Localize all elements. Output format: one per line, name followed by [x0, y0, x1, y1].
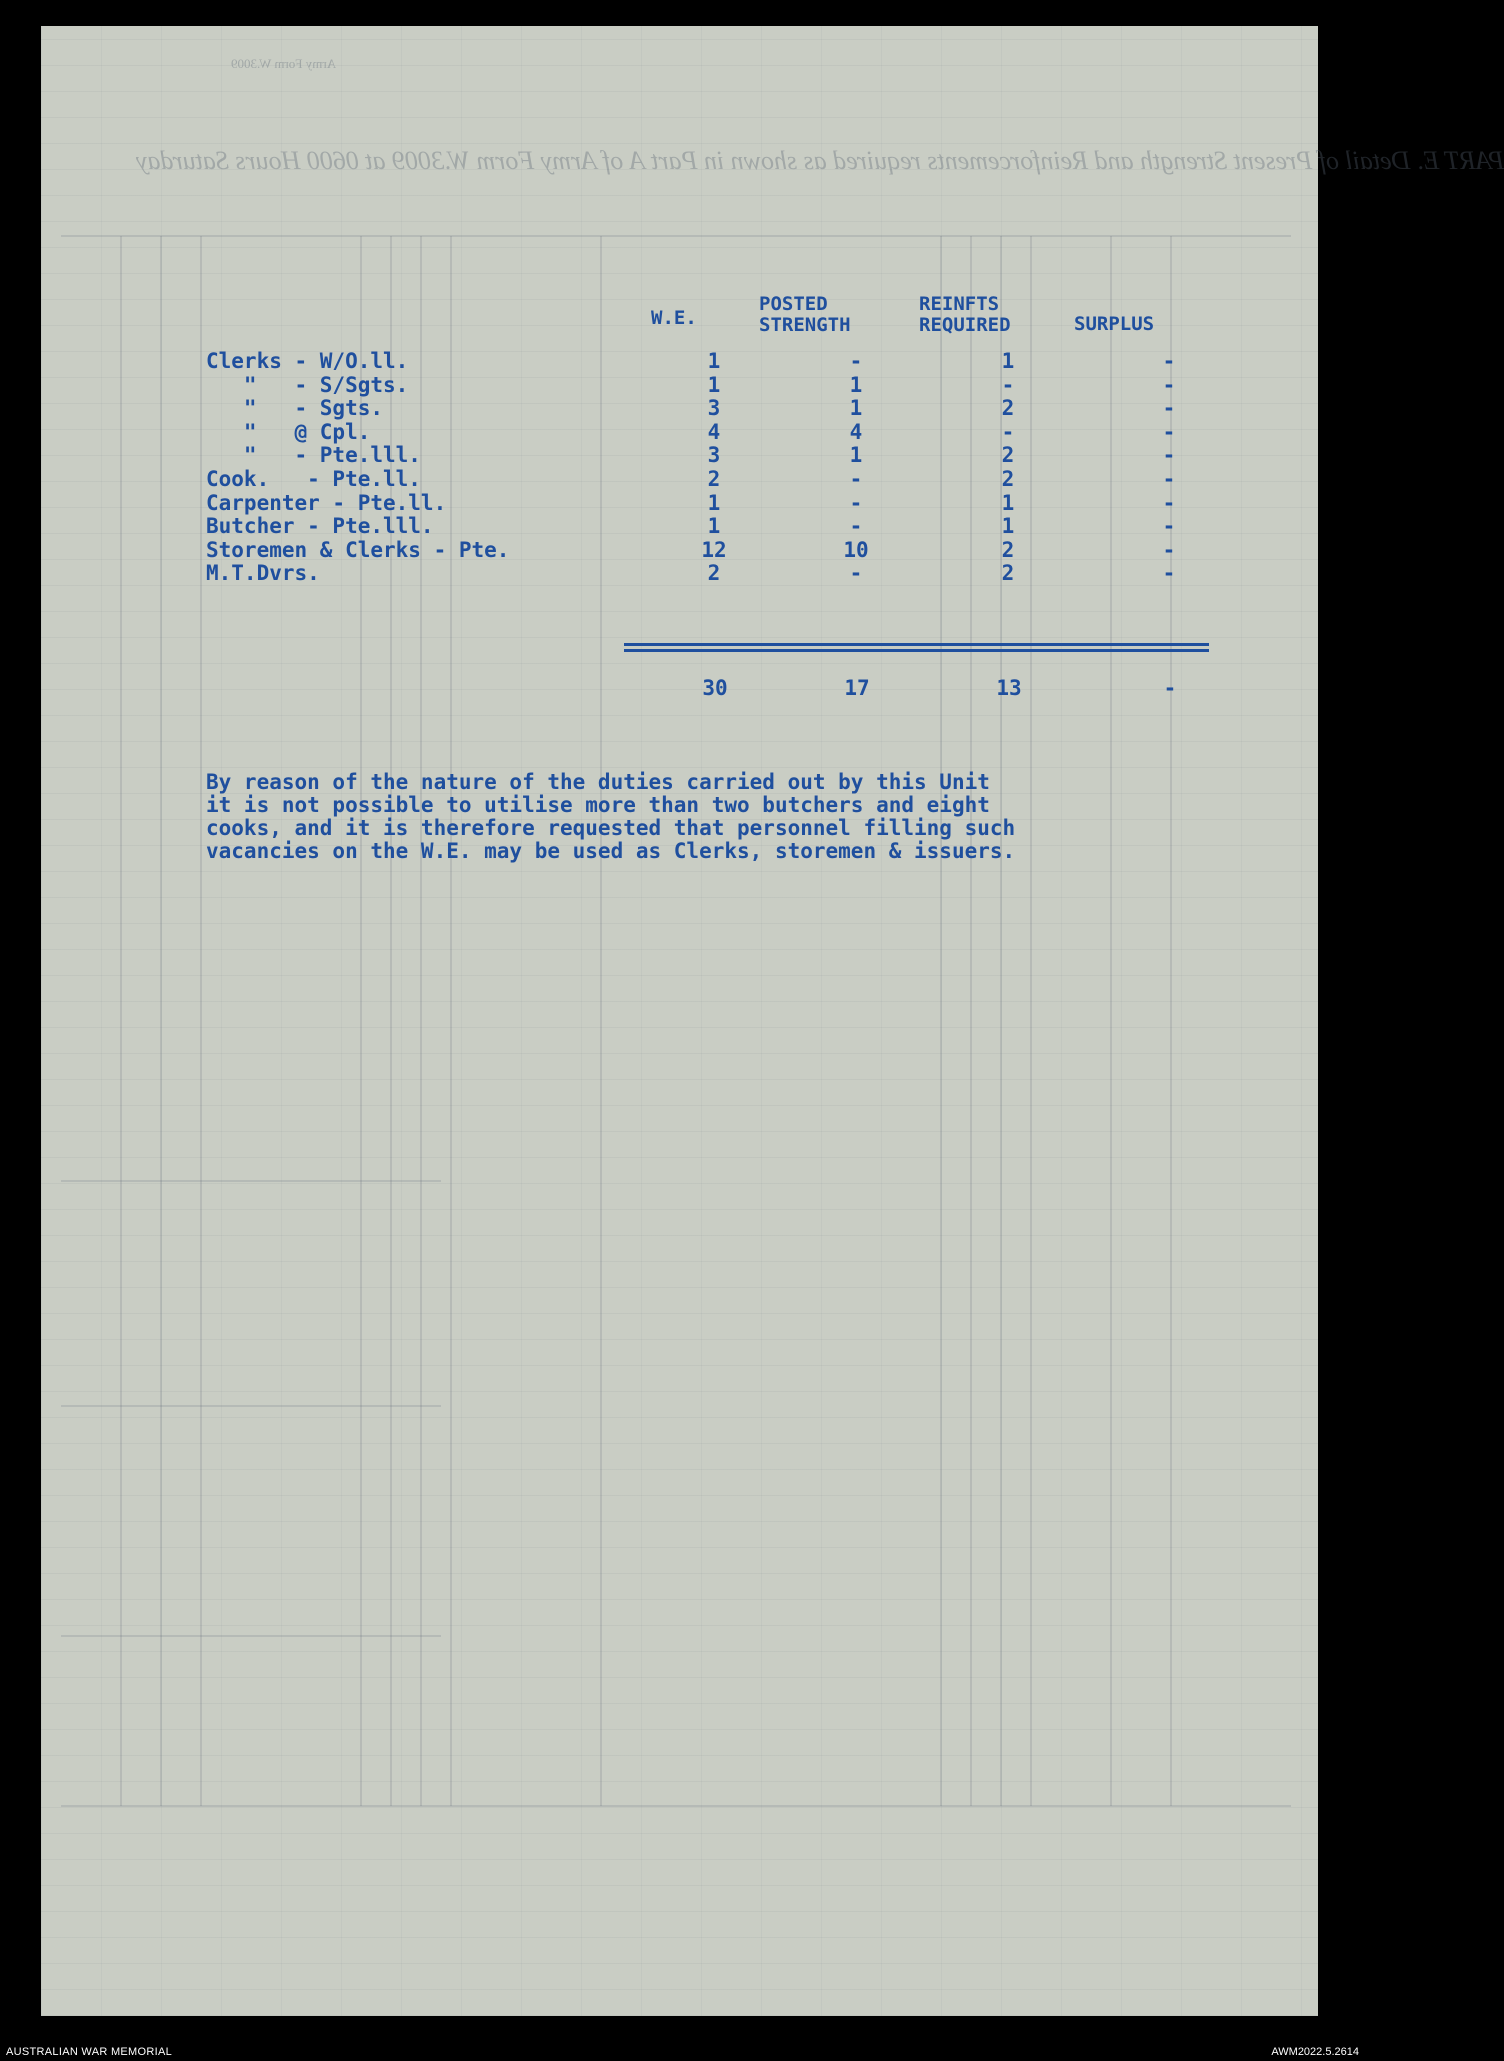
table-row	[206, 515, 1226, 539]
row-label: Butcher - Pte.lll.	[206, 514, 434, 539]
totals-double-rule	[624, 643, 1209, 652]
totals-row	[206, 676, 1226, 702]
table-row	[206, 444, 1226, 468]
cell-posted-strength: -	[849, 514, 863, 539]
table-row	[206, 374, 1226, 398]
cell-reinfts-required: 2	[1001, 537, 1015, 562]
col-header-required-line-1: REINFTS	[919, 293, 1000, 315]
cell-reinfts-required: 2	[1001, 396, 1015, 421]
total-we: 30	[702, 676, 728, 700]
note-line: By reason of the nature of the duties carried out by this Unit	[206, 770, 990, 794]
total-required: 13	[996, 676, 1022, 700]
col-header-posted-line-2: STRENGTH	[759, 314, 851, 336]
row-label: Cook. - Pte.ll.	[206, 466, 421, 491]
explanatory-note	[206, 771, 1246, 863]
cell-reinfts-required: 2	[1001, 443, 1015, 468]
table-row	[206, 397, 1226, 421]
cell-reinfts-required: 1	[1001, 490, 1015, 515]
table-row	[206, 421, 1226, 445]
cell-surplus: -	[1162, 372, 1176, 397]
col-header-posted-strength	[759, 294, 851, 336]
cell-surplus: -	[1162, 490, 1176, 515]
row-label: M.T.Dvrs.	[206, 561, 320, 586]
cell-reinfts-required: 1	[1001, 514, 1015, 539]
table-row	[206, 468, 1226, 492]
cell-posted-strength: -	[849, 466, 863, 491]
col-header-posted-line-1: POSTED	[759, 293, 828, 315]
row-label: Storemen & Clerks - Pte.	[206, 537, 510, 562]
footer-accession-number: AWM2022.5.2614	[1271, 2046, 1359, 2058]
cell-posted-strength: 10	[843, 537, 869, 562]
row-label: Clerks - W/O.ll.	[206, 349, 409, 373]
cell-reinfts-required: 2	[1001, 561, 1015, 586]
row-label: " @ Cpl.	[206, 419, 371, 444]
cell-reinfts-required: -	[1001, 372, 1015, 397]
cell-we: 1	[707, 490, 721, 515]
cell-we: 2	[707, 561, 721, 586]
cell-we: 1	[707, 372, 721, 397]
col-header-required-line-2: REQUIRED	[919, 314, 1011, 336]
cell-posted-strength: -	[849, 349, 863, 373]
cell-we: 2	[707, 466, 721, 491]
cell-surplus: -	[1162, 396, 1176, 421]
document-page	[41, 26, 1504, 2016]
cell-posted-strength: 1	[849, 396, 863, 421]
table-row	[206, 492, 1226, 516]
cell-we: 4	[707, 419, 721, 444]
cell-we: 12	[701, 537, 727, 562]
total-posted: 17	[844, 676, 870, 700]
ghost-heading-line-1: PART E. Detail of Present Strength and Reinforcements required as shown in Part A of Army Form W.3009 at 0600 Hours Saturday	[136, 146, 1504, 175]
row-label: Carpenter - Pte.ll.	[206, 490, 447, 515]
table-row	[206, 562, 1226, 586]
cell-we: 1	[707, 514, 721, 539]
cell-reinfts-required: 1	[1001, 349, 1015, 373]
note-line: vacancies on the W.E. may be used as Clerks, storemen & issuers.	[206, 839, 1016, 863]
cell-surplus: -	[1162, 349, 1176, 373]
col-header-we: W.E.	[651, 307, 697, 329]
cell-surplus: -	[1162, 466, 1176, 491]
cell-reinfts-required: -	[1001, 419, 1015, 444]
archive-footer	[0, 2016, 1367, 2061]
cell-surplus: -	[1162, 537, 1176, 562]
col-header-reinfts-required	[919, 294, 1011, 336]
cell-posted-strength: 1	[849, 372, 863, 397]
row-label: " - Pte.lll.	[206, 443, 421, 468]
row-label: " - Sgts.	[206, 396, 384, 421]
table-row	[206, 350, 1226, 374]
cell-reinfts-required: 2	[1001, 466, 1015, 491]
cell-posted-strength: -	[849, 490, 863, 515]
table-row	[206, 539, 1226, 563]
cell-surplus: -	[1162, 443, 1176, 468]
cell-we: 3	[707, 443, 721, 468]
cell-posted-strength: 1	[849, 443, 863, 468]
total-surplus: -	[1163, 676, 1177, 700]
note-line: cooks, and it is therefore requested that personnel filling such	[206, 816, 1016, 840]
note-line: it is not possible to utilise more than two butchers and eight	[206, 793, 990, 817]
cell-we: 1	[707, 349, 721, 373]
cell-surplus: -	[1162, 514, 1176, 539]
ghost-form-ref: Army Form W.3009	[231, 56, 337, 71]
cell-surplus: -	[1162, 561, 1176, 586]
cell-posted-strength: -	[849, 561, 863, 586]
cell-posted-strength: 4	[849, 419, 863, 444]
table-body	[206, 350, 1226, 586]
footer-institution: AUSTRALIAN WAR MEMORIAL	[6, 2046, 173, 2058]
col-header-surplus: SURPLUS	[1074, 313, 1155, 335]
row-label: " - S/Sgts.	[206, 372, 409, 397]
cell-surplus: -	[1162, 419, 1176, 444]
cell-we: 3	[707, 396, 721, 421]
